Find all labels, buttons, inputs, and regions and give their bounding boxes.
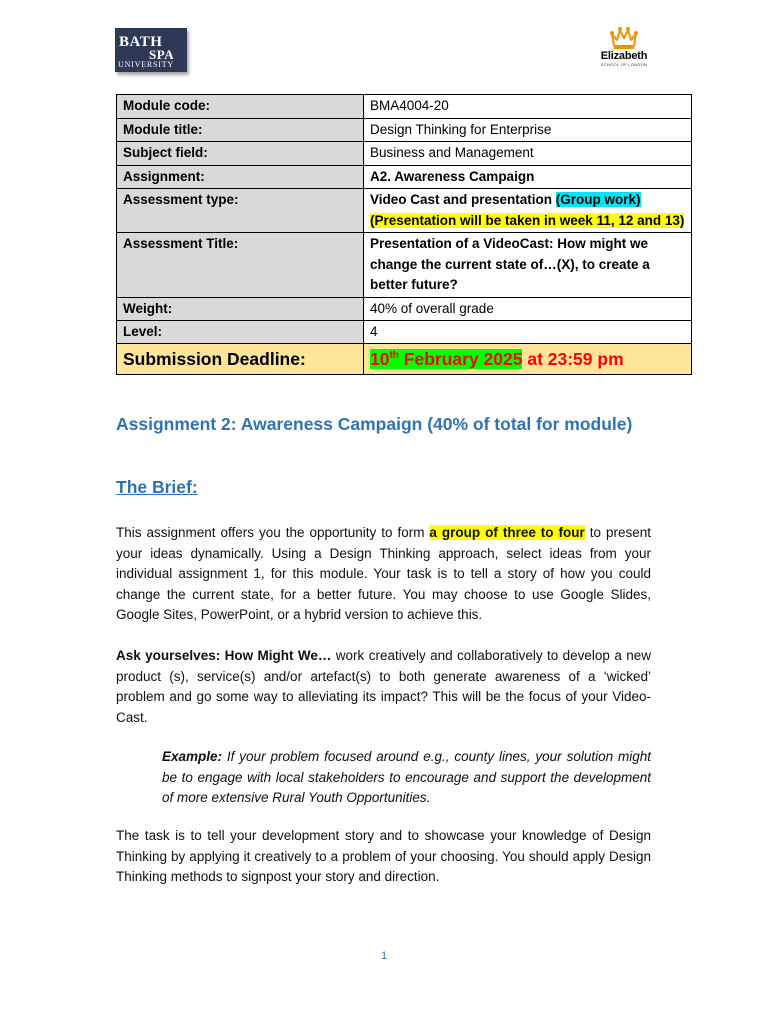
presentation-weeks-highlight: (Presentation will be taken in week 11, 12 and 13) [370, 212, 685, 228]
assignment-heading: Assignment 2: Awareness Campaign (40% of total for module) [116, 414, 633, 434]
table-row [117, 118, 692, 142]
assessment-type-value: Video Cast and presentation [370, 192, 556, 207]
p1-text-after: to present your ideas dynamically. Using a Design Thinking approach, select ideas from your individual assignment 1, for this module. Your task is to tell a story of how you could change the current state, for a better future. You may choose to use Google Slides, Google Sites, PowerPoint, or a hybrid version to achieve this. [116, 525, 651, 623]
subject-field-value: Business and Management [364, 142, 692, 166]
brief-heading: The Brief: [116, 477, 198, 497]
example-text: If your problem focused around e.g., county lines, your solution might be to engage with local stakeholders to encourage and support the development of more extensive Rural Youth Opportunities. [162, 749, 651, 806]
elizabeth-school-logo [596, 26, 652, 74]
level-label: Level: [117, 321, 364, 345]
table-row [117, 233, 692, 298]
table-row [117, 344, 692, 375]
assessment-title-label: Assessment Title: [117, 233, 364, 298]
deadline-day-suffix: th [389, 349, 399, 361]
table-row [117, 189, 692, 233]
deadline-day: 10 [370, 348, 390, 369]
module-code-label: Module code: [117, 95, 364, 119]
submission-deadline-table [116, 343, 692, 375]
weight-label: Weight: [117, 297, 364, 321]
deadline-time: at 23:59 pm [522, 348, 624, 369]
example-paragraph [162, 747, 651, 809]
assessment-type-label: Assessment type: [117, 189, 364, 233]
assessment-type-cell [364, 189, 692, 233]
crown-icon [609, 26, 639, 50]
logo-text-university: UNIVERSITY [118, 60, 174, 69]
logo-text-bath: BATH [119, 34, 163, 50]
assignment-label: Assignment: [117, 165, 364, 189]
table-row [117, 95, 692, 119]
brief-paragraph-2 [116, 646, 651, 728]
deadline-value [364, 344, 692, 375]
how-might-we-bold: Ask yourselves: How Might We… [116, 648, 332, 663]
module-title-label: Module title: [117, 118, 364, 142]
brief-paragraph-3: The task is to tell your development story and to showcase your knowledge of Design Thinking by applying it creatively to a problem of your choosing. You should apply Design Thinking methods to signpost your story and direction. [116, 828, 651, 885]
module-title-value: Design Thinking for Enterprise [364, 118, 692, 142]
brief-paragraph-1 [116, 523, 651, 626]
page-number: 1 [380, 950, 388, 962]
logo-text-elizabeth: Elizabeth [600, 50, 648, 62]
table-row [117, 165, 692, 189]
group-size-highlight: a group of three to four [429, 525, 585, 540]
module-code-value: BMA4004-20 [364, 95, 692, 119]
p1-text-before: This assignment offers you the opportunity to form [116, 525, 430, 540]
p2-text-rest: work creatively and collaboratively to develop a new product (s), service(s) and/or artefact(s) to both generate awareness of a ‘wicked’ problem and go some way to alleviating its impact? This will be the focus of your Video-Cast. [116, 648, 651, 725]
assignment-value: A2. Awareness Campaign [364, 165, 692, 189]
module-info-table [116, 94, 692, 345]
weight-value: 40% of overall grade [364, 297, 692, 321]
table-row [117, 297, 692, 321]
subject-field-label: Subject field: [117, 142, 364, 166]
deadline-month-year: February 2025 [398, 348, 523, 369]
deadline-date [370, 349, 522, 369]
logo-text-spa: SPA [149, 47, 175, 62]
level-value: 4 [364, 321, 692, 345]
example-label: Example: [162, 749, 223, 764]
group-work-highlight: (Group work) [555, 192, 641, 207]
bath-spa-university-logo [115, 28, 187, 72]
deadline-label: Submission Deadline: [117, 344, 364, 375]
table-row [117, 142, 692, 166]
assessment-title-value: Presentation of a VideoCast: How might we change the current state of…(X), to create a better future? [364, 233, 692, 298]
logo-text-school: SCHOOL OF LONDON [600, 62, 648, 67]
table-row [117, 321, 692, 345]
